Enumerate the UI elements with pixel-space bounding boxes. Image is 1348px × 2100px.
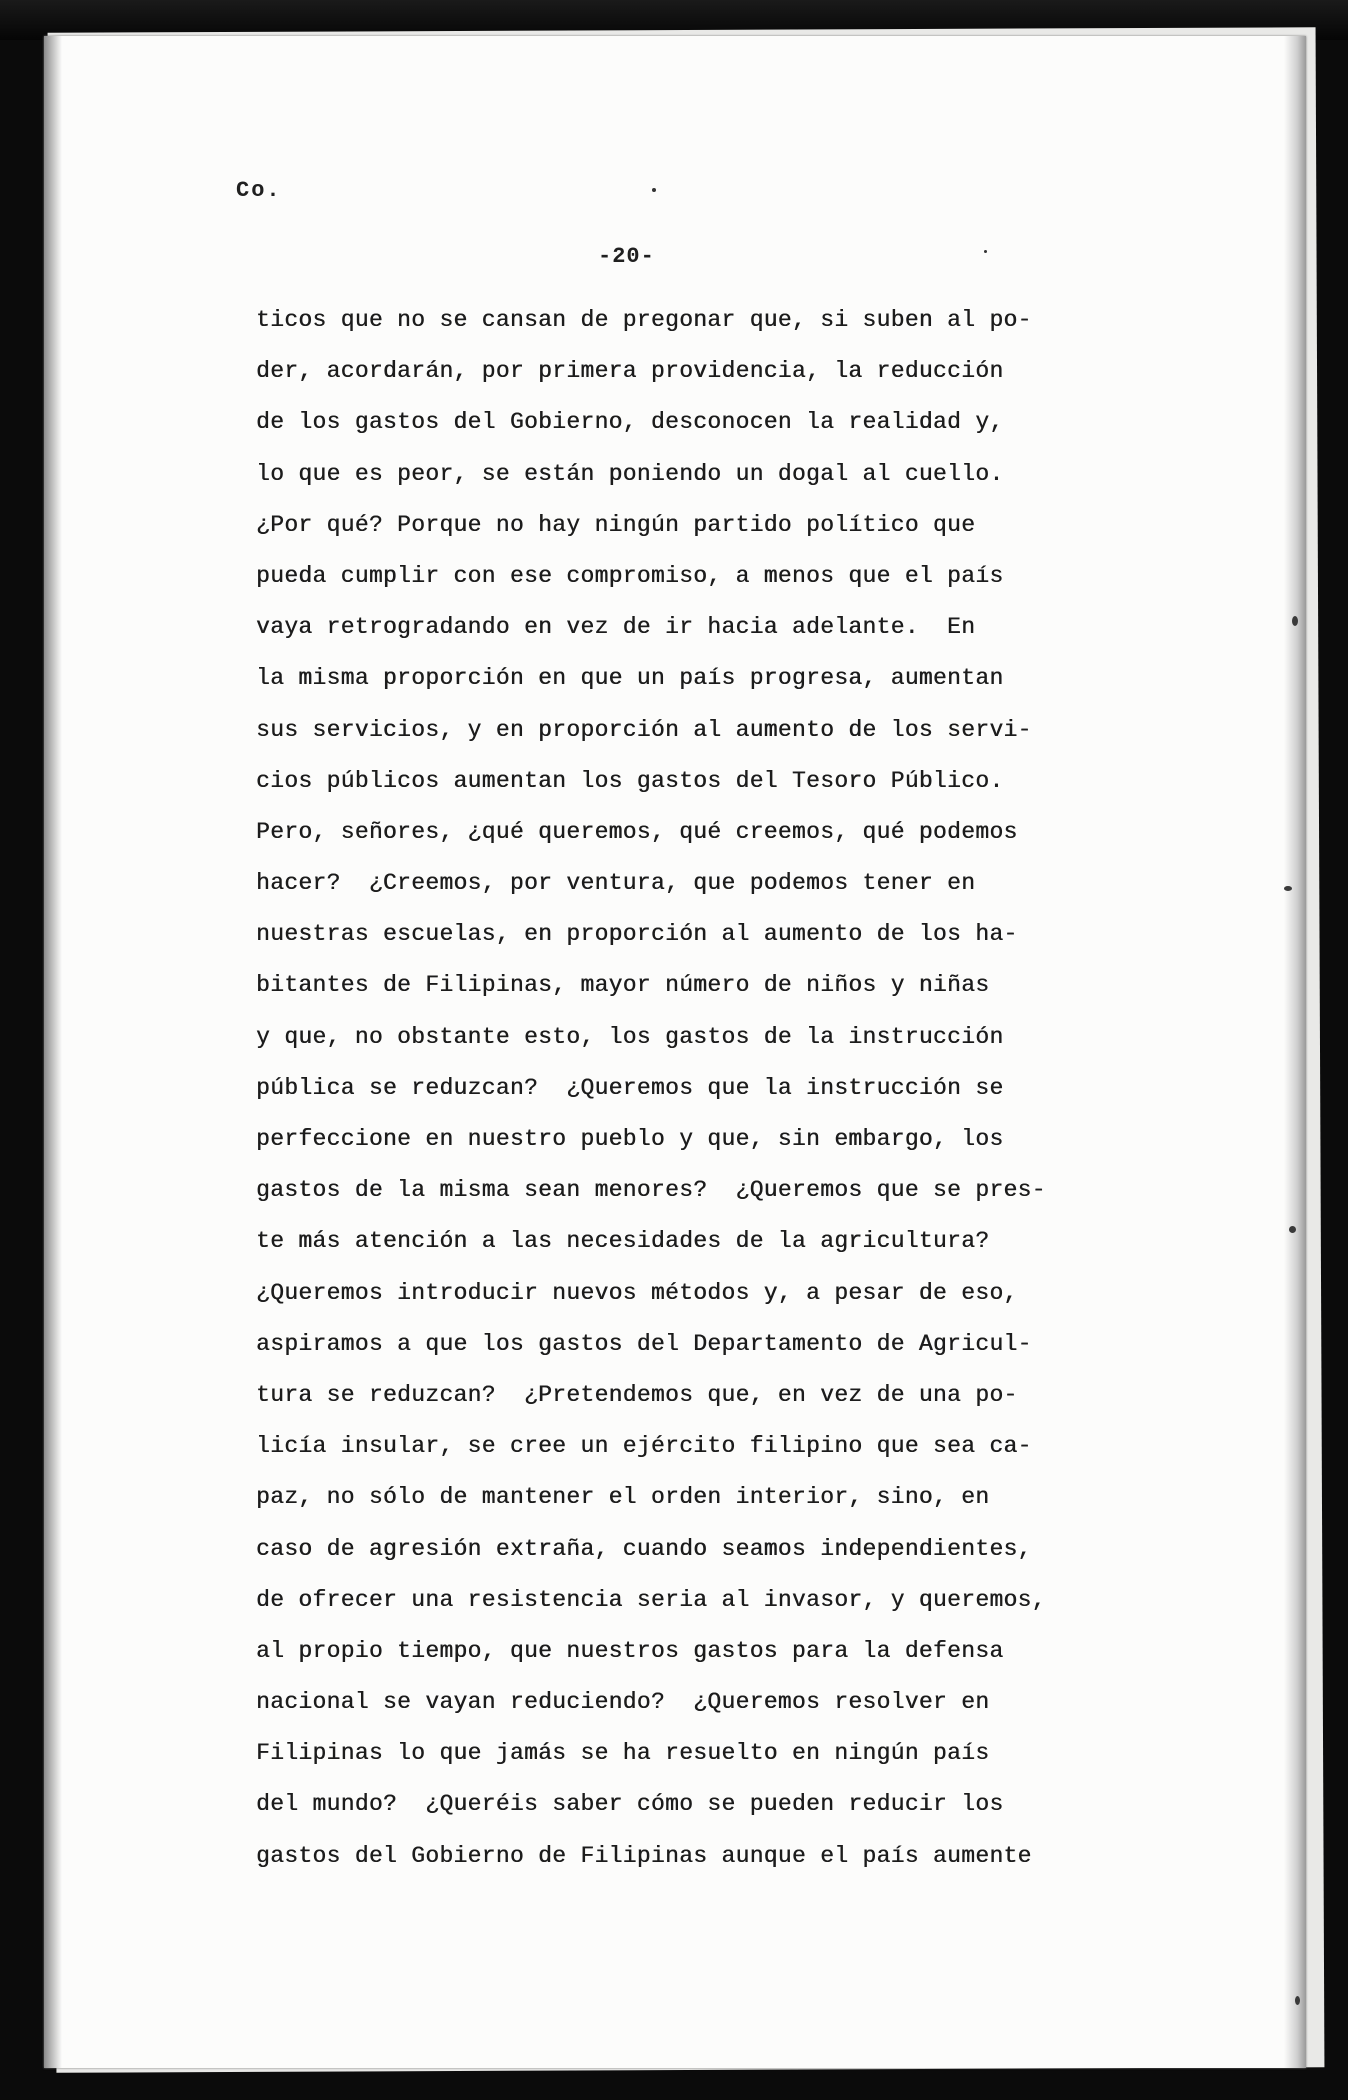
text-line: ticos que no se cansan de pregonar que, si suben al po-: [256, 307, 1032, 333]
text-line: paz, no sólo de mantener el orden interior, sino, en: [256, 1484, 990, 1511]
typed-body-text: [256, 295, 1136, 1882]
text-line: gastos del Gobierno de Filipinas aunque el país aumente: [256, 1842, 1032, 1869]
text-line: al propio tiempo, que nuestros gastos para la defensa: [256, 1637, 1004, 1664]
corner-note: Co.: [236, 178, 282, 203]
text-line: gastos de la misma sean menores? ¿Queremos que se pres-: [256, 1177, 1046, 1204]
page-number: -20-: [598, 244, 655, 269]
text-line: cios públicos aumentan los gastos del Tesoro Público.: [256, 767, 1004, 794]
text-line: y que, no obstante esto, los gastos de la instrucción: [256, 1023, 1004, 1050]
text-line: lo que es peor, se están poniendo un dogal al cuello.: [256, 460, 1004, 487]
page-left-shadow: [44, 36, 62, 2068]
text-line: Pero, señores, ¿qué queremos, qué creemos, qué podemos: [256, 818, 1018, 845]
text-line: de los gastos del Gobierno, desconocen la realidad y,: [256, 409, 1004, 436]
text-line: der, acordarán, por primera providencia, la reducción: [256, 358, 1004, 385]
text-line: perfeccione en nuestro pueblo y que, sin embargo, los: [256, 1126, 1004, 1152]
page-right-edge: [1284, 36, 1306, 2068]
text-line: te más atención a las necesidades de la agricultura?: [256, 1228, 990, 1255]
text-line: nuestras escuelas, en proporción al aumento de los ha-: [256, 921, 1018, 948]
text-line: ¿Queremos introducir nuevos métodos y, a pesar de eso,: [256, 1279, 1018, 1306]
edge-speck: [1284, 886, 1292, 891]
text-line: vaya retrogradando en vez de ir hacia adelante. En: [256, 614, 976, 641]
text-line: pública se reduzcan? ¿Queremos que la instrucción se: [256, 1074, 1004, 1101]
text-line: ¿Por qué? Porque no hay ningún partido político que: [256, 511, 976, 538]
text-line: sus servicios, y en proporción al aumento de los servi-: [256, 716, 1032, 743]
text-line: aspiramos a que los gastos del Departamento de Agricul-: [256, 1330, 1032, 1357]
ink-dot: [984, 250, 987, 253]
text-line: licía insular, se cree un ejército filipino que sea ca-: [256, 1433, 1032, 1460]
text-line: del mundo? ¿Queréis saber cómo se pueden reducir los: [256, 1791, 1004, 1818]
text-line: nacional se vayan reduciendo? ¿Queremos resolver en: [256, 1689, 990, 1716]
text-line: Filipinas lo que jamás se ha resuelto en ningún país: [256, 1740, 990, 1767]
text-line: hacer? ¿Creemos, por ventura, que podemos tener en: [256, 870, 976, 897]
text-line: pueda cumplir con ese compromiso, a menos que el país: [256, 562, 1004, 589]
ink-dot: [652, 188, 656, 192]
edge-speck: [1292, 616, 1298, 626]
text-line: caso de agresión extraña, cuando seamos independientes,: [256, 1535, 1032, 1562]
edge-speck: [1289, 1226, 1296, 1233]
text-line: la misma proporción en que un país progresa, aumentan: [256, 665, 1004, 692]
edge-speck: [1295, 1996, 1300, 2005]
text-line: tura se reduzcan? ¿Pretendemos que, en vez de una po-: [256, 1381, 1018, 1408]
text-line: bitantes de Filipinas, mayor número de niños y niñas: [256, 972, 990, 999]
text-line: de ofrecer una resistencia seria al invasor, y queremos,: [256, 1586, 1046, 1613]
